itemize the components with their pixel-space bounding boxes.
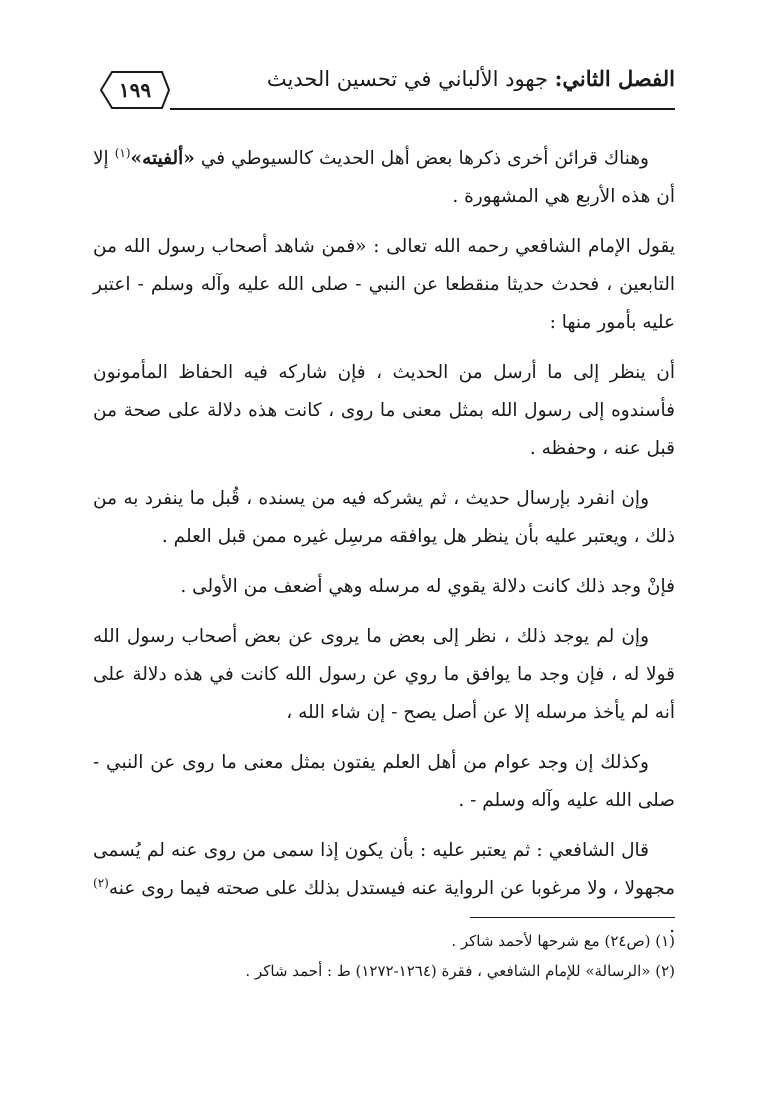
paragraph-5: فإنْ وجد ذلك كانت دلالة يقوي له مرسله وهي أضعف من الأولى .: [180, 576, 675, 597]
alfiyyah-title: «ألفيته»: [130, 148, 195, 169]
chapter-subtitle: جهود الألباني في تحسين الحديث: [266, 67, 555, 91]
footnotes: [93, 926, 675, 986]
paragraph-1: [93, 140, 675, 216]
footnote-2: (٢) «الرسالة» للإمام الشافعي ، فقرة (١٢٦٤-١٢٧٢) ط : أحمد شاكر .: [245, 962, 675, 980]
header-title: [155, 66, 675, 91]
page-number: ١٩٩: [118, 78, 152, 102]
paragraph-8-tail: .: [669, 916, 675, 937]
page-body: [93, 140, 675, 958]
paragraph-3: أن ينظر إلى ما أرسل من الحديث ، فإن شاركه فيه الحفاظ المأمونون فأسندوه إلى رسول الله بمثل معنى ما روى ، كانت هذه دلالة على صحة من قبل عنه ، وحفظه .: [93, 362, 675, 459]
footnote-1: (١) (ص٢٤) مع شرحها لأحمد شاكر .: [451, 932, 675, 950]
footnote-rule: [470, 917, 675, 918]
paragraph-7: وكذلك إن وجد عوام من أهل العلم يفتون بمثل معنى ما روى عن النبي - صلى الله عليه وآله وسلم - .: [93, 752, 675, 811]
paragraph-1-text: وهناك قرائن أخرى ذكرها بعض أهل الحديث كالسيوطي في: [194, 148, 649, 169]
footnote-ref-2: (٢): [93, 875, 109, 890]
chapter-label: الفصل الثاني:: [554, 66, 675, 91]
paragraph-4: وإن انفرد بإرسال حديث ، ثم يشركه فيه من يسنده ، قُبل ما ينفرد به من ذلك ، ويعتبر عليه بأن ينظر هل يوافقه مرسِل غيره ممن قبل العلم .: [93, 488, 675, 547]
paragraph-8-text: قال الشافعي : ثم يعتبر عليه : بأن يكون إذا سمى من روى عنه لم يُسمى مجهولا ، ولا مرغوبا عن الرواية عنه فيستدل بذلك على صحته فيما روى عنه: [93, 840, 675, 899]
page-number-badge: [100, 70, 170, 110]
footnote-ref-1: (١): [114, 145, 131, 160]
paragraph-1-tail: إلا أن هذه الأربع هي المشهورة .: [93, 148, 675, 207]
paragraph-6: وإن لم يوجد ذلك ، نظر إلى بعض ما يروى عن بعض أصحاب رسول الله قولا له ، فإن وجد ما يوافق ما روي عن رسول الله كانت في هذه دلالة على أنه لم يأخذ مرسله إلا عن أصل يصح - إن شاء الله ،: [93, 626, 675, 723]
paragraph-2: يقول الإمام الشافعي رحمه الله تعالى : «فمن شاهد أصحاب رسول الله من التابعين ، فحدث حديثا منقطعا عن النبي - صلى الله عليه وآله وسلم - اعتبر عليه بأمور منها :: [93, 236, 675, 333]
header-rule: [170, 108, 675, 110]
